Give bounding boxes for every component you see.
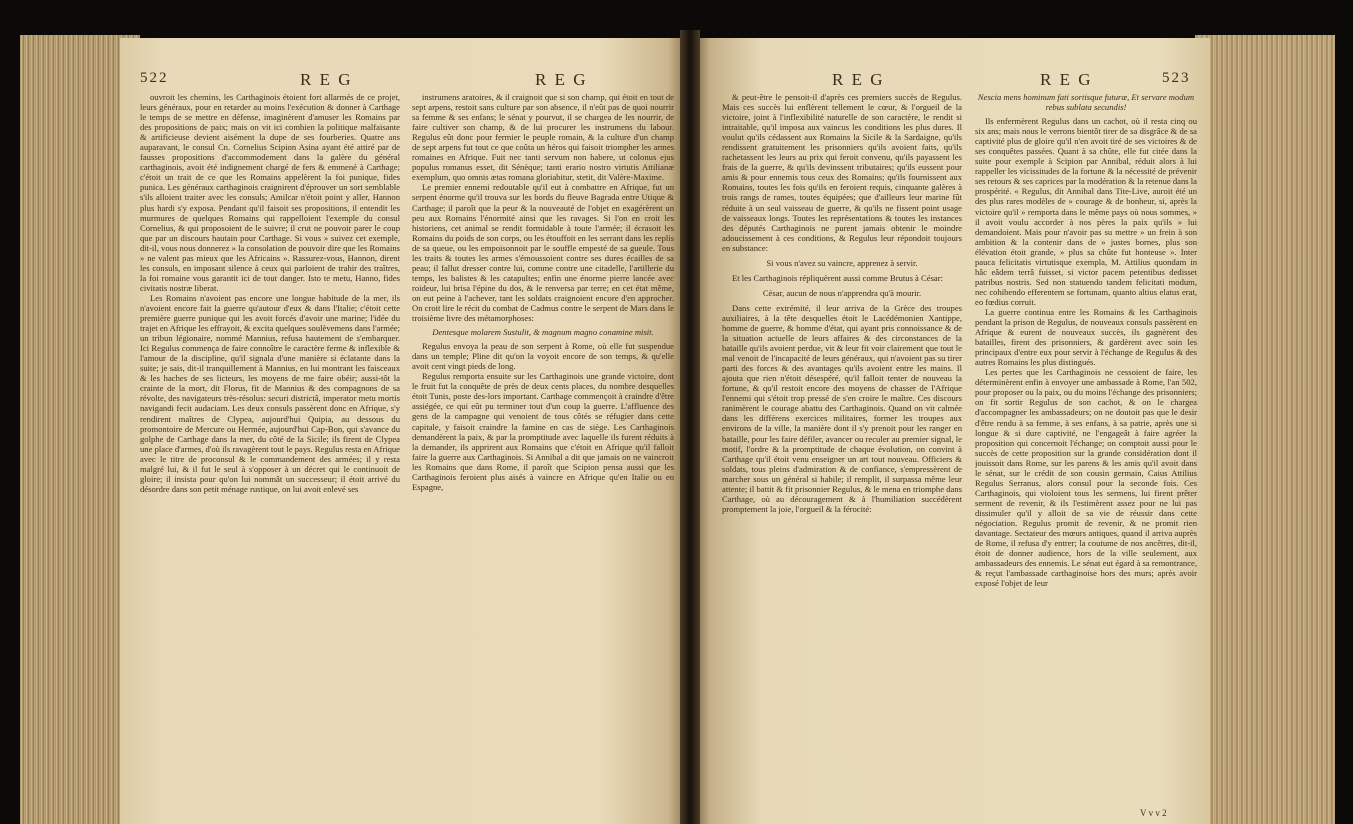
book-gutter xyxy=(680,30,700,824)
right-page-edges xyxy=(1195,35,1335,824)
paragraph: Les pertes que les Carthaginois ne cessoient de faire, les déterminèrent enfin à envoyer une ambassade à Rome, l'an 502, pour proposer ou la paix, ou du moins l'échange des prisonniers; on fit sortir Regulus de son cachot, & on le chargea d'accompagner les ambassadeurs; on ne doutoit pas que le desir d'être rendu à sa femme, à ses enfans, à sa patrie, après une si longue & si dure captivité, ne l'engageât à faire agréer la proposition qui concernoit l'échange; on comptoit aussi pour le succès de cette proposition sur la grande considération dont il jouissoit dans Rome, sur les parens & les amis qu'il avoit dans le sénat, sur le crédit de son cousin germain, Caius Attilius Regulus Serranus, alors consul pour la seconde fois. Ces Carthaginois, qui violoient tous les sermens, lui firent prêter serment de revenir, & ils l'estimèrent assez pour ne lui pas dissimuler qu'il y alloit de sa vie de réussir dans cette négociation. Regulus promit de revenir, & ne promit rien davantage. Sectateur des mœurs antiques, quand il arriva auprès de Rome, il refusa d'y entrer; la coutume de nos ancêtres, dit-il, étoit de donner audience, hors de la ville seulement, aux ambassadeurs des ennemis. Le sénat eut égard à sa remontrance, & reçut l'ambassade carthaginoise hors des murs; après avoir exposé l'objet de leur xyxy=(975,367,1197,589)
left-column-2 xyxy=(412,92,674,812)
paragraph: La guerre continua entre les Romains & les Carthaginois pendant la prison de Regulus, de nouveaux consuls passèrent en Afrique & eurent de nouveaux succès, ils gagnèrent des batailles, firent des prisonniers, & gardèrent avec soin les principaux d'entre eux pour servir à l'échange de Regulus & des autres Romains les plus distingués. xyxy=(975,306,1197,368)
paragraph: instrumens aratoires, & il craignoit que si son champ, qui étoit en tout de sept arpens, restoit sans culture par son absence, il n'eût pas de quoi nourrir sa femme & ses enfans; le sénat y pourvut, il se chargea de les nourrir, de faire cultiver son champ, & de lui procurer les instrumens du labour. Regulus eût donc pour fermier le peuple romain, & la culture d'un champ de sept arpens fut tout ce que coûta un héros qui faisoit triompher les armes romaines en Afrique. Fuit nec tanti servum non habere, ut colonus ejus populus romanus esset, dit Sénèque; tanti erario nostro virtutis Attilianæ exemplum, quo omnis ætas romana gloriabitur, stetit, dit Valère-Maxime. xyxy=(412,92,674,183)
signature-mark: V v v 2 xyxy=(1140,808,1167,818)
right-header-col4: R E G xyxy=(1040,70,1093,89)
right-page-number: 523 xyxy=(1162,70,1191,86)
left-header-col1: R E G xyxy=(300,70,353,89)
paragraph: Et les Carthaginois répliquèrent aussi comme Brutus à César: xyxy=(732,272,943,283)
right-header-col3: R E G xyxy=(832,70,885,89)
left-page-number: 522 xyxy=(140,70,169,86)
paragraph: Ils enfermèrent Regulus dans un cachot, où il resta cinq ou six ans; mais nous le verrons bientôt tirer de sa disgrâce & de sa captivité plus de gloire qu'il n'en avoit tiré de ses victoires & de ses conquêtes passées. Quant à sa chûte, elle fut citée dans la suite pour exemple à Scipion par Annibal, réduit alors à lui rappeller les vicissitudes de la fortune & la nécessité de prévenir ses retours & ses caprices par la modération & la retenue dans la prospérité. « Regulus, dit Annibal dans Tite-Live, auroit été un des plus rares modèles de » courage & de bonheur, si, après la victoire qu'il » remporta dans le même pays où nous sommes, » il avoit voulu accorder à nos pères la paix qu'ils » lui demandoient. Mais pour n'avoir pas su mettre » un frein à son ambition & la contenir dans de » justes bornes, plus son élévation étoit grande, » plus sa chûte fut honteuse ». Inter pauca felicitatis virtutisque exempla, M. Attilius quondam in hâc eâdem terrâ fuisset, si victor pacem petentibus dedisset patribus nostris. Sed non statuendo tandem felicitati modum, nec cohibendo efferentem se fortunam, quanto altius elatus erat, eo fœdius corruit. xyxy=(975,116,1197,307)
paragraph: Regulus remporta ensuite sur les Carthaginois une grande victoire, dont le fruit fut la conquête de près de deux cents places, du nombre desquelles étoit Tunis, poste des-lors important. Carthage commençoit à craindre d'être assiégée, ce qui eût pu terminer tout d'un coup la guerre. L'affluence des gens de la campagne qui venoient de tous côtés se réfugier dans cette capitale, y faisoit craindre la famine en cas de siège. Les Carthaginois demandèrent la paix, & par la promptitude avec laquelle ils furent réduits à la demander, ils apprirent aux Romains que c'étoit en Afrique qu'il falloit faire la guerre aux Carthaginois. Si Annibal a dit que jamais on ne vaincroit les Romains que dans Rome, il paroît que Scipion pensa aussi que les Carthaginois feroient plus aisés à vaincre en Afrique qu'en Italie ou en Espagne, xyxy=(412,371,674,492)
paragraph: Les Romains n'avoient pas encore une longue habitude de la mer, ils n'avoient encore fait la guerre qu'autour d'eux & dans l'Italie; c'étoit cette première guerre punique qui les avoit forcés d'avoir une marine; l'idée du trajet en Afrique les effrayoit, & excita quelques soulèvemens dans l'armée; un tribun légionaire, nommé Mannius, refusa hautement de s'embarquer. Ici Regulus commença de faire connoître le caractère ferme & inflexible & l'amour de la discipline, qu'il signala d'une manière si éclatante dans la suite; je sais, dit-il tranquillement à Mannius, en lui montrant les faisceaux & les haches de ses licteurs, les moyens de me faire obéir; aussi-tôt la crainte de la mort, dit Florus, fit de Mannius & des compagnons de sa révolte, des navigateurs très-résolus: securi districtâ, imperator metu mortis navigandi fecit audaciam. Les deux consuls passèrent donc en Afrique, s'y rendirent maîtres de Clypea, aujourd'hui Quipia, au dessous du promontoire de Mercure ou Hermée, aujourd'hui Cap-Bon, qui s'avance du golphe de Carthage dans la mer, du côté de la Sicile; ils firent de Clypea une place d'armes, d'où ils ravagèrent tout le pays. Regulus resta en Afrique avec le titre de proconsul & le commandement des armées; il y resta malgré lui, & il fut le seul à s'opposer à un décret qui le continuoit de gloire; il insista pour qu'on lui nommât un successeur; il étoit arrivé du désordre dans son petit ménage rustique, on lui avoit enlevé ses xyxy=(140,292,400,494)
right-column-2 xyxy=(975,92,1197,804)
paragraph: Regulus envoya la peau de son serpent à Rome, où elle fut suspendue dans un temple; Pline dit qu'on la voyoit encore de son temps, & qu'elle avoit cent vingt pieds de long. xyxy=(412,341,674,372)
paragraph: Dans cette extrémité, il leur arriva de la Grèce des troupes auxiliaires, à la tête desquelles étoit le Lacédémonien Xantippe, homme de guerre, & homme d'état, qui ayant pris connoissance & de la situation actuelle de leurs affaires & des circonstances de la bataille qu'ils avoient perdue, vit & leur fit voir clairement que tout le mal venoit de l'incapacité de leurs généraux, qui n'avoient pas su tirer parti des forces & des avantages qu'ils avoient entre les mains. Il ajouta que rien n'étoit désespéré, qu'il falloit tenter de nouveau la fortune, & qu'il restoit encore des moyens de chasser de l'Afrique l'ennemi qui s'étoit trop pressé de s'en croire le maître. Ces discours ranimèrent le courage abattu des Carthaginois. Quand on vit calmée dans les différens exercices militaires, former les troupes aux environs de la ville, la manière dont il s'y prenoit pour les ranger en bataille, pour les faire défiler, avancer ou reculer au premier signal, le motif, l'ordre & la promptitude de chaque évolution, on convint à Carthage qu'il étoit venu enseigner un art tout nouveau. Officiers & soldats, tous pleins d'admiration & de confiance, s'empressèrent de marcher sous un général si habile; il remplit, il surpassa même leur attente; il battit & fit prisonnier Regulus, & le mena en triomphe dans Carthage, où au découragement & à l'humiliation succédèrent promptement la joie, l'orgueil & la férocité: xyxy=(722,302,962,514)
latin-verse: Nescia mens hominum fati sortisque futuræ, Et servare modum rebus sublata secundis! xyxy=(977,92,1195,113)
left-column-1 xyxy=(140,92,400,812)
paragraph: ouvroit les chemins, les Carthaginois étoient fort allarmés de ce projet, leurs généraux, pour en retarder au moins l'exécution & donner à Carthage le temps de se mettre en défense, imaginèrent d'amuser les Romains par des propositions de paix; mais on vit ici combien la politique malfaisante & artificieuse devient aisément la dupe de ses fourberies. Quatre ans auparavant, le consul Cn. Cornelius Scipion Asina ayant été attiré par de fausses propositions d'accommodement dans la galère du général carthaginois, avoit été indignement chargé de fers & emmené à Carthage; c'étoit un trait de ce que les Romains appelèrent la foi punique, fides punica. Les généraux carthaginois craignirent d'éprouver un sort semblable s'ils alloient traiter avec les consuls; Amilcar n'étoit point y aller, Hannon plus hardi s'y exposa. Pendant qu'il faisoit ses propositions, il entendit les murmures de quelques Romains qui rappelloient l'exemple du consul Cornelius, & qui proposoient de le suivre; il crut ne pouvoir parer le coup que par un discours hautain pour Carthage. Si vous » suivez cet exemple, dit-il, vous nous donnerez » la consolation de pouvoir dire que les Romains » ne valent pas mieux que les Africains ». Rassurez-vous, Hannon, dirent les consuls, en imposant silence à ceux qui parloient de trahir des traîtres, la foi romaine vous garantit ici de tout danger. Isto te metu, Hanno, fides civitatis nostræ liberat. xyxy=(140,92,400,293)
latin-verse: Dentesque molarem Sustulit, & magnum magno conamine misit. xyxy=(432,327,654,338)
quote-line: César, aucun de nous n'apprendra qu'à mourir. xyxy=(762,287,922,298)
quote-line: Si vous n'avez su vaincre, apprenez à servir. xyxy=(766,257,918,268)
left-header-col2: R E G xyxy=(535,70,588,89)
paragraph: Le premier ennemi redoutable qu'il eut à combattre en Afrique, fut un serpent énorme qu'il trouva sur les bords du fleuve Bagrada entre Utique & Carthage; il paroît que la peur & la nouveauté de l'objet en exagérèrent un peu aux Romains l'énormité ainsi que les ravages. Si l'on en croit les historiens, cet animal se rendit formidable à toute l'armée; il écrasoit les Romains du poids de son corps, ou les étouffoit en les serrant dans les replis de sa queue, ou les empoisonnoit par le souffle empesté de sa gueule. Tous les traits & toutes les armes s'émoussoient contre ses dures écailles de sa peau; il fallut dresser contre lui, comme contre une citadelle, l'artillerie du temps, les balistes & les catapultes; enfin une énorme pierre lancée avec roideur, lui brisa l'épine du dos, & le renversa par terre; en cet état même, on eut peine à l'achever, tant les soldats craignoient encore d'en approcher. On croit lire le récit du combat de Cadmus contre le serpent de Mars dans le troisième livre des métamorphoses: xyxy=(412,182,674,324)
paragraph: & peut-être le pensoit-il d'après ces premiers succès de Regulus. Mais ces succès lui enflèrent tellement le cœur, & l'orgueil de la victoire, joint à l'inflexibilité naturelle de son caractère, le rendit si intraitable, qu'il imposa aux vaincus les conditions les plus dures. Il voulut qu'ils cédassent aux Romains la Sicile & la Sardaigne, qu'ils rendissent gratuitement les prisonniers qu'ils avoient faits, qu'ils rachetassent les leurs au prix qui feroit convenu, qu'ils payassent les frais de la guerre, & qu'ils devinssent tributaires; qu'ils eussent pour amis & pour ennemis tous ceux des Romains; qu'ils fournissent aux Romains, toutes les fois qu'ils en feroient requis, cinquante galères à trois rangs de rames, toutes équipées; que d'ailleurs leur marine fût réduite à un seul vaisseau de guerre, & qu'ils ne fissent point usage de vaisseaux longs. Toutes les représentations & toutes les instances des députés Carthaginois ne purent jamais obtenir le moindre adoucissement à ces conditions, & Regulus leur répondoit toujours en substance: xyxy=(722,92,962,253)
right-column-1 xyxy=(722,92,962,812)
